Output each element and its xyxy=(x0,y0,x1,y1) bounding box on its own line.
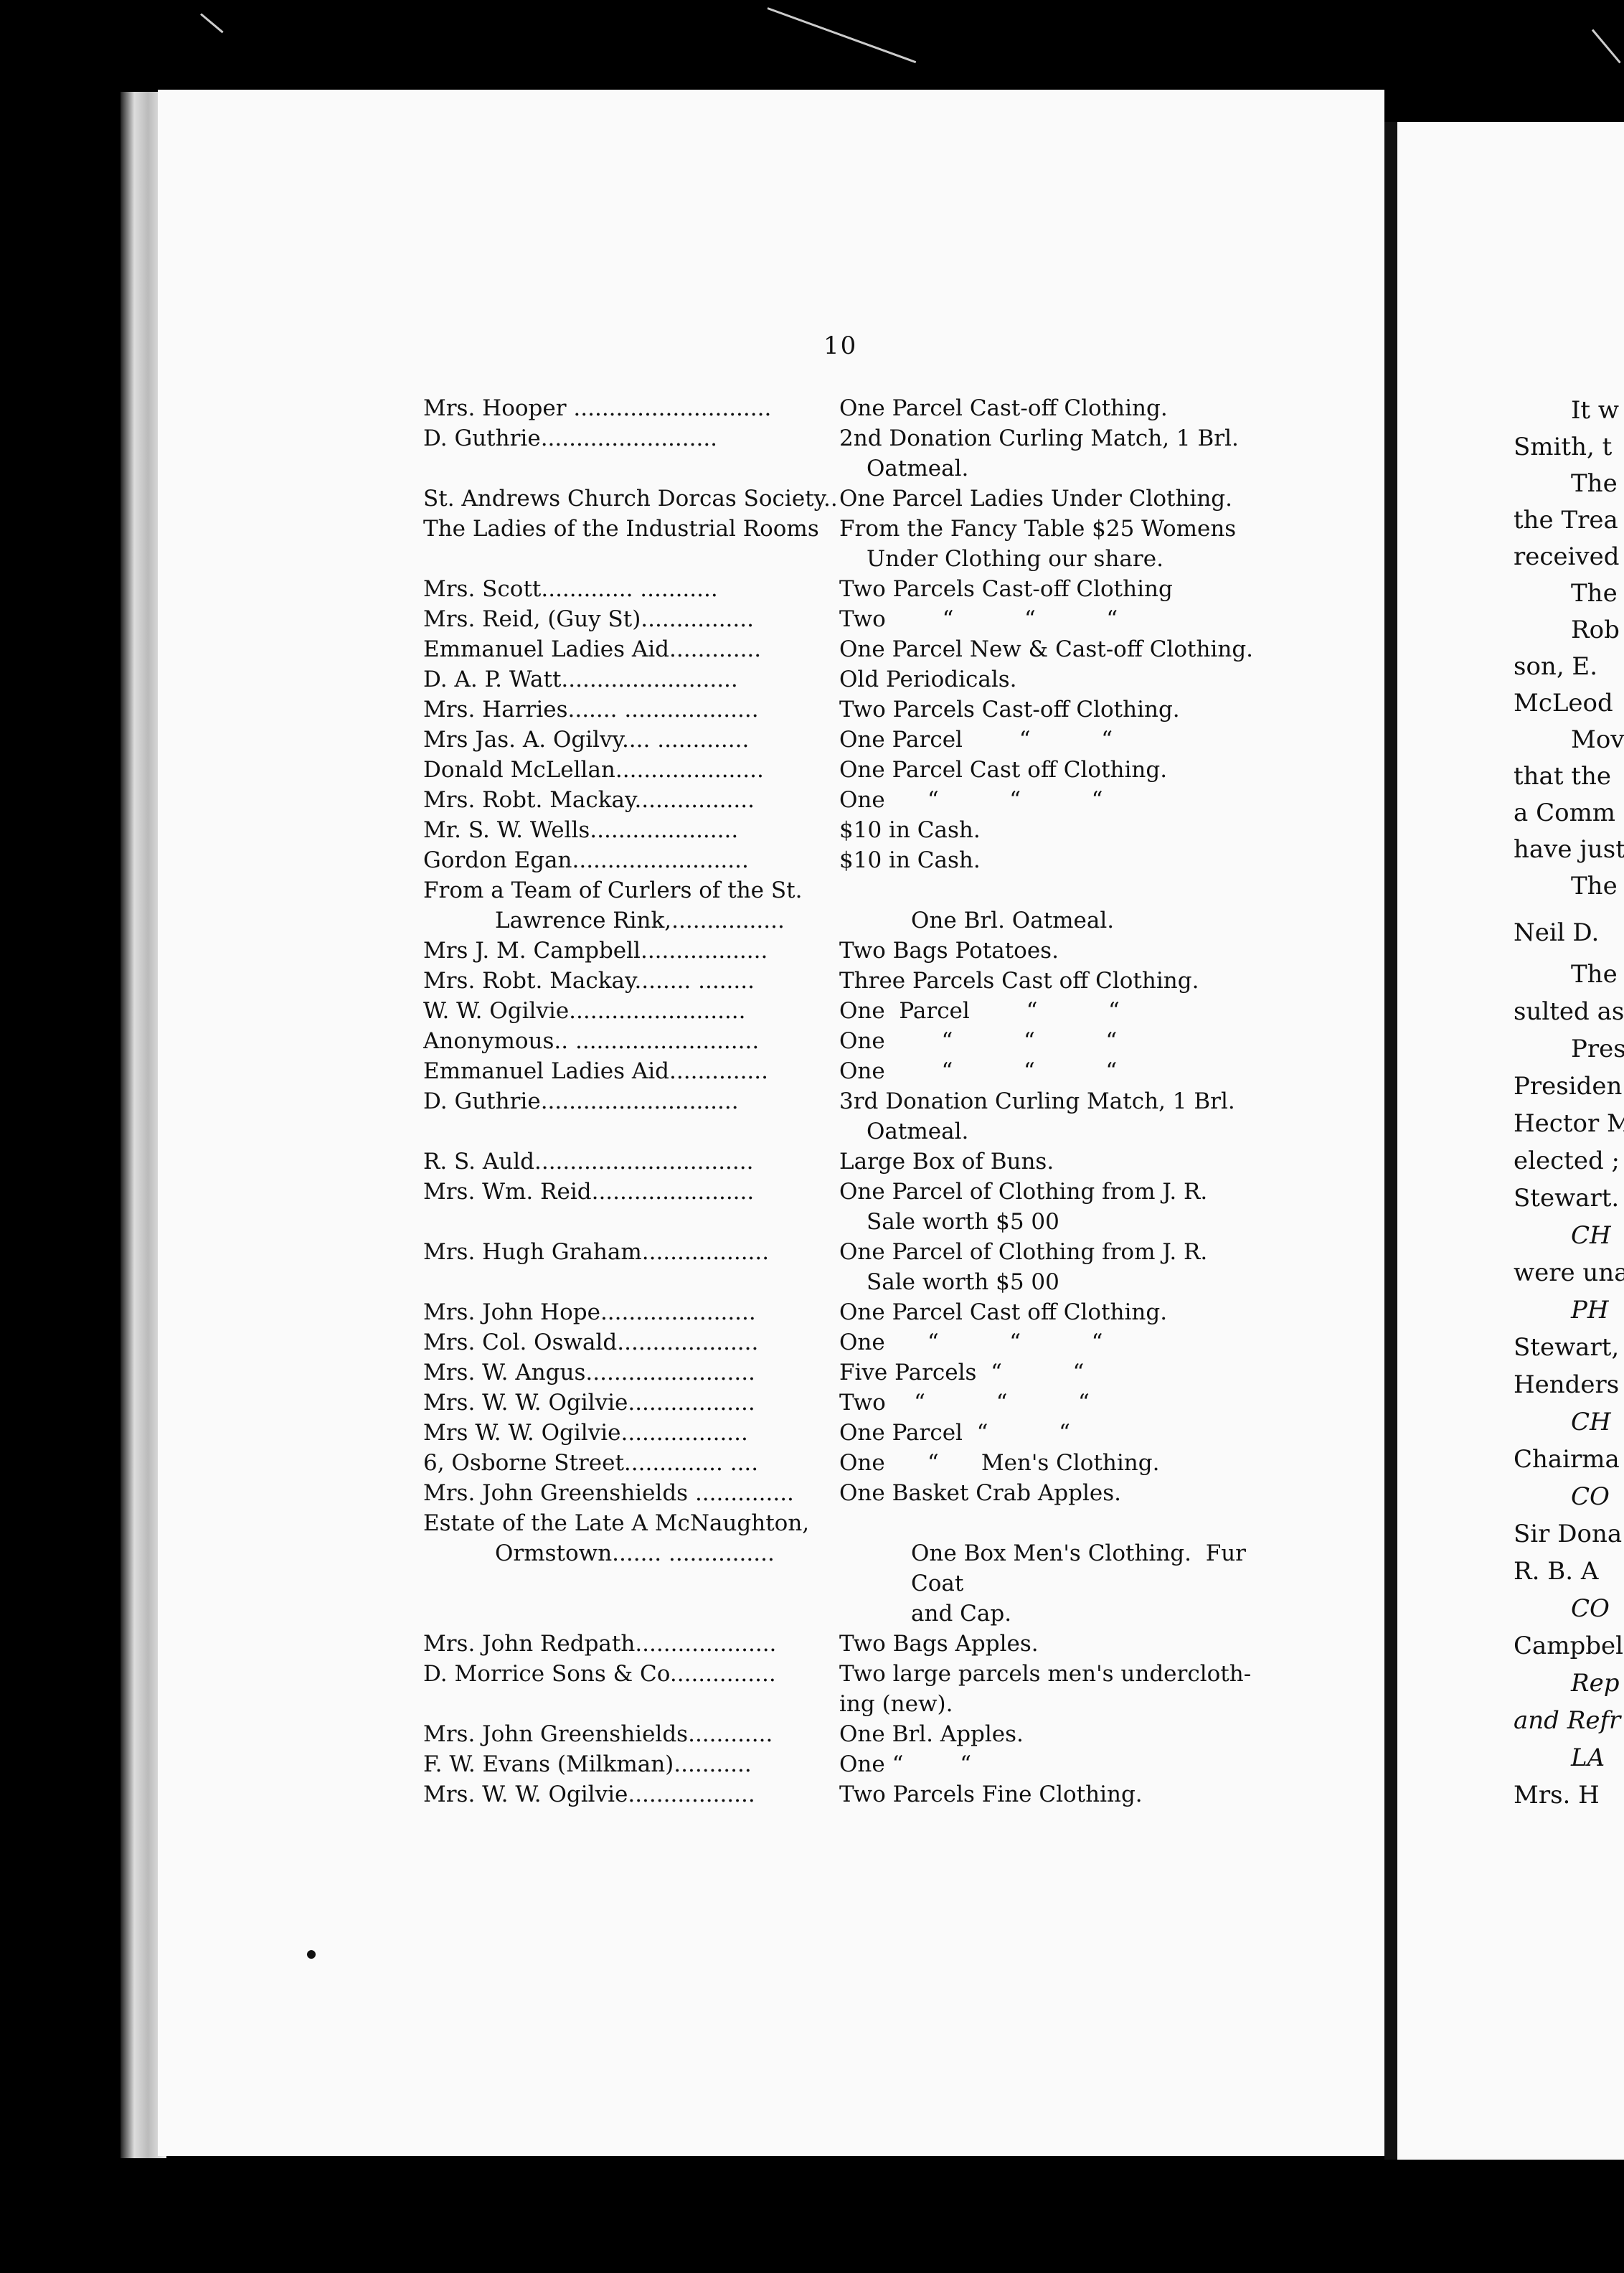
donation-item: One “ “ “ xyxy=(839,1330,1103,1355)
donor-name: Mrs. John Greenshields............ xyxy=(423,1721,773,1747)
donation-item: Three Parcels Cast off Clothing. xyxy=(839,968,1199,994)
donation-description xyxy=(839,1659,1262,1719)
donation-item: One Parcel of Clothing from J. R. xyxy=(839,1239,1208,1265)
donation-row xyxy=(423,755,1262,785)
donor-name: F. W. Evans (Milkman)........... xyxy=(423,1751,752,1777)
donor-name: D. A. P. Watt......................... xyxy=(423,667,738,692)
donor-name: 6, Osborne Street.............. .... xyxy=(423,1450,759,1476)
donation-item: 2nd Donation Curling Match, 1 Brl. xyxy=(839,425,1239,451)
donation-row xyxy=(423,1026,1262,1056)
donation-description xyxy=(839,725,1262,755)
donation-item: Two “ “ “ xyxy=(839,606,1118,632)
donation-item: One “ “ “ xyxy=(839,787,1103,813)
donation-item-continued: Oatmeal. xyxy=(867,1119,969,1144)
donation-description xyxy=(839,815,1262,845)
donation-row xyxy=(423,1327,1262,1357)
donation-description xyxy=(839,664,1262,695)
donor-name: Mrs. Harries....... ................... xyxy=(423,697,759,723)
donation-description xyxy=(839,1448,1262,1478)
donation-row xyxy=(423,1056,1262,1086)
donor-name: Mrs. John Redpath.................... xyxy=(423,1631,777,1657)
donor-name: D. Morrice Sons & Co............... xyxy=(423,1661,776,1687)
donor-name: Mrs. W. W. Ogilvie.................. xyxy=(423,1390,755,1416)
donation-item: One Basket Crab Apples. xyxy=(839,1480,1122,1506)
donation-item: One Parcel Cast off Clothing. xyxy=(839,757,1168,783)
donor-name: Anonymous.. .......................... xyxy=(423,1028,760,1054)
donation-row xyxy=(423,845,1262,875)
donation-description xyxy=(839,1719,1262,1749)
donor-name: Mrs. Hooper ............................ xyxy=(423,395,772,421)
donation-row xyxy=(423,484,1262,514)
donation-row xyxy=(423,1629,1262,1659)
donation-description xyxy=(911,1538,1262,1629)
donation-row xyxy=(423,1237,1262,1297)
donor-name: Mrs. W. Angus........................ xyxy=(423,1360,755,1385)
donation-row xyxy=(423,1659,1262,1719)
donation-item: One Box Men's Clothing. Fur Coat xyxy=(911,1540,1253,1596)
donation-description xyxy=(839,574,1262,604)
donation-item: Old Periodicals. xyxy=(839,667,1017,692)
donation-item: One “ “ “ xyxy=(839,1028,1118,1054)
donor-name: Mrs W. W. Ogilvie.................. xyxy=(423,1420,748,1446)
donor-name: Mrs. Robt. Mackay........ ........ xyxy=(423,968,755,994)
donation-row xyxy=(423,574,1262,604)
donation-row xyxy=(423,785,1262,815)
donation-item-continued: Sale worth $5 00 xyxy=(867,1209,1059,1235)
donation-item: One “ “ “ xyxy=(839,1058,1118,1084)
scan-artifact xyxy=(767,7,916,63)
donor-name: Ormstown....... ............... xyxy=(495,1540,775,1566)
scan-artifact xyxy=(1592,29,1621,64)
donor-name: Gordon Egan......................... xyxy=(423,847,749,873)
donation-item: One Parcel “ “ xyxy=(839,998,1120,1024)
donation-description xyxy=(839,1086,1262,1147)
donation-item: Two Bags Apples. xyxy=(839,1631,1039,1657)
donation-row xyxy=(423,905,1262,936)
donation-description xyxy=(839,785,1262,815)
donor-name: R. S. Auld............................... xyxy=(423,1149,754,1175)
donation-item: $10 in Cash. xyxy=(839,817,981,843)
donation-description xyxy=(839,936,1262,966)
donation-item: One Parcel “ “ xyxy=(839,727,1113,753)
donation-item: One Parcel Cast-off Clothing. xyxy=(839,395,1168,421)
donor-name: Lawrence Rink,................ xyxy=(495,908,785,933)
donation-row xyxy=(423,1177,1262,1237)
page-number: 10 xyxy=(823,331,858,360)
donation-description xyxy=(839,484,1262,514)
donation-description xyxy=(911,905,1262,936)
donor-name: Mr. S. W. Wells..................... xyxy=(423,817,739,843)
donation-description xyxy=(839,514,1262,574)
donor-name: Mrs. W. W. Ogilvie.................. xyxy=(423,1782,755,1807)
donation-item: Two Parcels Cast-off Clothing xyxy=(839,576,1173,602)
donation-row xyxy=(423,1779,1262,1810)
donation-item: Two “ “ “ xyxy=(839,1390,1090,1416)
donation-description xyxy=(839,996,1262,1026)
donation-item: One Parcel Ladies Under Clothing. xyxy=(839,486,1233,512)
donation-row xyxy=(423,393,1262,423)
donation-item: Two large parcels men's undercloth- xyxy=(839,1661,1252,1687)
donor-name: Mrs. Scott............. ........... xyxy=(423,576,718,602)
donor-name: Mrs. Reid, (Guy St)................ xyxy=(423,606,754,632)
donation-row xyxy=(423,875,1262,905)
donation-row xyxy=(423,514,1262,574)
donation-item: Two Bags Potatoes. xyxy=(839,938,1059,964)
donation-description xyxy=(839,1478,1262,1508)
donor-name: The Ladies of the Industrial Rooms xyxy=(423,516,819,542)
donation-row xyxy=(423,1086,1262,1147)
donation-description xyxy=(839,1297,1262,1327)
donation-row xyxy=(423,725,1262,755)
donation-row xyxy=(423,1388,1262,1418)
donation-description xyxy=(839,1388,1262,1418)
donation-description xyxy=(839,423,1262,484)
donation-row xyxy=(423,1418,1262,1448)
donation-description xyxy=(839,695,1262,725)
donation-row xyxy=(423,1749,1262,1779)
donor-name: Mrs. Wm. Reid....................... xyxy=(423,1179,755,1205)
donation-item-continued: Sale worth $5 00 xyxy=(867,1269,1059,1295)
donation-row xyxy=(423,1297,1262,1327)
donation-item: Two Parcels Fine Clothing. xyxy=(839,1782,1143,1807)
donation-description xyxy=(839,1177,1262,1237)
donor-name: Mrs. Hugh Graham.................. xyxy=(423,1239,770,1265)
donation-description xyxy=(839,1749,1262,1779)
donation-row xyxy=(423,634,1262,664)
donation-item-continued: Under Clothing our share. xyxy=(867,546,1163,572)
donations-list xyxy=(423,393,1262,1810)
donation-description xyxy=(839,1056,1262,1086)
donation-item: One Parcel “ “ xyxy=(839,1420,1070,1446)
donation-row xyxy=(423,604,1262,634)
donor-name: Mrs. John Greenshields .............. xyxy=(423,1480,794,1506)
donation-row xyxy=(423,1719,1262,1749)
donation-row xyxy=(423,1357,1262,1388)
donation-row xyxy=(423,815,1262,845)
donor-name: From a Team of Curlers of the St. xyxy=(423,877,803,903)
donor-name: D. Guthrie............................ xyxy=(423,1088,739,1114)
donation-item: One “ Men's Clothing. xyxy=(839,1450,1160,1476)
donation-item: One “ “ xyxy=(839,1751,972,1777)
donation-row xyxy=(423,966,1262,996)
donation-row xyxy=(423,1448,1262,1478)
donation-item: $10 in Cash. xyxy=(839,847,981,873)
donor-name: Estate of the Late A McNaughton, xyxy=(423,1510,810,1536)
donation-item-continued: Oatmeal. xyxy=(867,456,969,481)
donor-name: Mrs. Col. Oswald.................... xyxy=(423,1330,759,1355)
donation-item: One Parcel of Clothing from J. R. xyxy=(839,1179,1208,1205)
donor-name: Mrs. John Hope...................... xyxy=(423,1299,756,1325)
donation-row xyxy=(423,1478,1262,1508)
book-gutter xyxy=(1384,122,1397,2160)
donation-description xyxy=(839,1779,1262,1810)
donation-description xyxy=(839,1418,1262,1448)
donation-item: One Brl. Apples. xyxy=(839,1721,1024,1747)
donation-item: Five Parcels “ “ xyxy=(839,1360,1085,1385)
donation-description xyxy=(839,845,1262,875)
donor-name: Emmanuel Ladies Aid............. xyxy=(423,636,762,662)
donation-description xyxy=(839,1237,1262,1297)
donation-item: One Parcel New & Cast-off Clothing. xyxy=(839,636,1254,662)
donation-description xyxy=(839,1357,1262,1388)
donor-name: D. Guthrie......................... xyxy=(423,425,718,451)
donation-description xyxy=(839,393,1262,423)
donation-row xyxy=(423,1147,1262,1177)
donation-item: One Brl. Oatmeal. xyxy=(911,908,1115,933)
donation-item: Two Parcels Cast-off Clothing. xyxy=(839,697,1180,723)
donation-description xyxy=(839,1629,1262,1659)
donor-name: Mrs J. M. Campbell.................. xyxy=(423,938,768,964)
donation-item-continued: ing (new). xyxy=(839,1691,953,1717)
donation-description xyxy=(839,1147,1262,1177)
donation-description xyxy=(839,604,1262,634)
donation-description xyxy=(839,634,1262,664)
ink-spot xyxy=(307,1950,316,1959)
scan-artifact xyxy=(200,13,224,33)
donation-item: Large Box of Buns. xyxy=(839,1149,1054,1175)
donation-row xyxy=(423,1508,1262,1538)
donation-description xyxy=(839,966,1262,996)
donation-row xyxy=(423,1538,1262,1629)
donation-description xyxy=(839,1026,1262,1056)
donation-item: 3rd Donation Curling Match, 1 Brl. xyxy=(839,1088,1235,1114)
donor-name: Mrs Jas. A. Ogilvy.... ............. xyxy=(423,727,750,753)
donation-row xyxy=(423,695,1262,725)
donation-row xyxy=(423,936,1262,966)
right-page xyxy=(1397,122,1624,2160)
donor-name: W. W. Ogilvie......................... xyxy=(423,998,746,1024)
donation-description xyxy=(839,755,1262,785)
donation-row xyxy=(423,664,1262,695)
donation-row xyxy=(423,423,1262,484)
donation-item: One Parcel Cast off Clothing. xyxy=(839,1299,1168,1325)
donor-name: St. Andrews Church Dorcas Society.. xyxy=(423,486,838,512)
donation-item-continued: and Cap. xyxy=(911,1601,1012,1627)
donation-item: From the Fancy Table $25 Womens xyxy=(839,516,1237,542)
donor-name: Emmanuel Ladies Aid.............. xyxy=(423,1058,768,1084)
donor-name: Donald McLellan..................... xyxy=(423,757,764,783)
donation-description xyxy=(839,1327,1262,1357)
donor-name: Mrs. Robt. Mackay................. xyxy=(423,787,755,813)
donation-row xyxy=(423,996,1262,1026)
